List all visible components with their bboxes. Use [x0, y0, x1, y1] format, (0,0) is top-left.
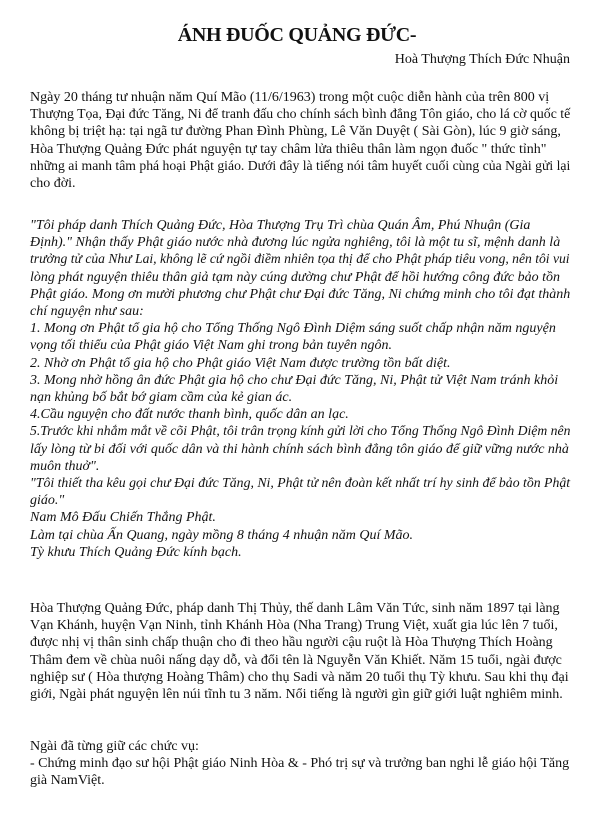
- prayer-line: 2. Nhờ ơn Phật tổ gia hộ cho Phật giáo Việt Nam được trường tồn bất diệt.: [30, 355, 451, 371]
- intro-line: những ai manh tâm phá hoại Phật giáo. Dưới đây là tiếng nói tâm huyết cuối cùng của Ngài gửi lại: [30, 158, 571, 174]
- prayer-line: lòng phát nguyện thiêu thân giả tạm này cúng dường chư Phật để hồi hướng công đức bảo tồn: [30, 269, 560, 285]
- intro-line: không bị triệt hạ: tại ngã tư đường Phan Đình Phùng, Lê Văn Duyệt ( Sài Gòn), lúc 9 giờ sáng,: [30, 124, 561, 140]
- prayer-line: "Tôi thiết tha kêu gọi chư Đại đức Tăng, Ni, Phật tử nên đoàn kết nhất trí hy sinh để bảo tồn Phật: [30, 476, 571, 492]
- prayer-line: nạn khủng bố bắt bớ giam cầm của kẻ gian ác.: [30, 390, 293, 406]
- prayer-line: 3. Mong nhờ hồng ân đức Phật gia hộ cho chư Đại đức Tăng, Ni, Phật tử Việt Nam tránh khỏi: [30, 372, 559, 388]
- prayer-line: Phật giáo. Mong ơn mười phương chư Phật chư Đại đức Tăng, Ni chứng minh cho tôi đạt thành: [30, 286, 571, 302]
- offices-line: Ngài đã từng giữ các chức vụ:: [30, 739, 199, 754]
- prayer-line: vọng tối thiểu của Phật giáo Việt Nam ghi trong bản tuyên ngôn.: [30, 338, 393, 354]
- biography-paragraph: [30, 600, 570, 703]
- prayer-line: 5.Trước khi nhắm mắt về cõi Phật, tôi trân trọng kính gửi lời cho Tổng Thống Ngô Đình Diệm nên: [30, 424, 571, 440]
- prayer-line: Định)." Nhận thấy Phật giáo nước nhà đương lúc ngửa nghiêng, tôi là một tu sĩ, mệnh danh là: [30, 235, 561, 251]
- offices-line: già NamViệt.: [30, 773, 105, 789]
- prayer-line: lấy lòng từ bi đối với quốc dân và thi hành chính sách bình đẳng tôn giáo để giữ vững nước nhà: [30, 441, 569, 457]
- bio-line: Vạn Khánh, huyện Vạn Ninh, tỉnh Khánh Hòa (Nha Trang) Trung Việt, xuất gia lúc lên 7 tuổi,: [30, 618, 558, 634]
- prayer-line: Làm tại chùa Ấn Quang, ngày mồng 8 tháng 4 nhuận năm Quí Mão.: [30, 527, 414, 543]
- bio-line: Thâm đem về chùa nuôi nấng dạy dỗ, và đổi tên là Nguyễn Văn Khiết. Năm 15 tuổi, ngài được: [30, 652, 562, 668]
- prayer-line: "Tôi pháp danh Thích Quảng Đức, Hòa Thượng Trụ Trì chùa Quán Âm, Phú Nhuận (Gia: [30, 218, 531, 233]
- intro-line: cho đời.: [30, 176, 76, 192]
- prayer-line: trưởng tử của Như Lai, không lẽ cứ ngồi điềm nhiên tọa thị để cho Phật pháp tiêu vong, nên tôi vui: [30, 252, 570, 268]
- bio-line: được nhị vị thân sinh chấp thuận cho đi theo hầu người cậu ruột là Hòa Thượng Thích Hoàng: [30, 635, 553, 651]
- document-title: ÁNH ĐUỐC QUẢNG ĐỨC-: [177, 24, 417, 46]
- offices-paragraph: [30, 738, 570, 790]
- bio-line: Hòa Thượng Quảng Đức, pháp danh Thị Thủy, thế danh Lâm Văn Tức, sinh năm 1897 tại làng: [30, 601, 560, 616]
- prayer-line: Nam Mô Đấu Chiến Thắng Phật.: [30, 510, 216, 526]
- bio-line: nghiệp sư ( Hòa thượng Hoàng Thâm) cho thụ Sadi và năm 20 tuổi thụ Tỳ khưu. Sau khi thụ đại: [30, 669, 569, 685]
- prayer-paragraph: [30, 217, 570, 561]
- intro-line: Thượng Tọa, Đại đức Tăng, Ni để tranh đấu cho chính sách bình đẳng Tôn giáo, cho lá cờ quốc tế: [30, 107, 571, 123]
- prayer-line: 4.Cầu nguyện cho đất nước thanh bình, quốc dân an lạc.: [30, 407, 349, 423]
- intro-paragraph: [30, 89, 570, 192]
- prayer-line: 1. Mong ơn Phật tổ gia hộ cho Tổng Thống Ngô Đình Diệm sáng suốt chấp nhận năm nguyện: [30, 321, 556, 337]
- intro-line: Hòa Thượng Quảng Đức phát nguyện tự tay châm lửa thiêu thân làm ngọn đuốc " thức tỉnh": [30, 141, 547, 157]
- intro-line: Ngày 20 tháng tư nhuận năm Quí Mão (11/6/1963) trong một cuộc diễn hành của trên 800 vị: [30, 90, 550, 105]
- prayer-line: chí nguyện như sau:: [30, 304, 144, 320]
- prayer-line: Tỳ khưu Thích Quảng Đức kính bạch.: [30, 544, 242, 560]
- bio-line: giới, Ngài phát nguyện lên núi tĩnh tu 3 năm. Nổi tiếng là người gìn giữ giới luật nghiêm minh.: [30, 687, 563, 703]
- prayer-line: giáo.": [30, 493, 65, 509]
- offices-line: - Chứng minh đạo sư hội Phật giáo Ninh Hòa & - Phó trị sự và trưởng ban nghi lễ giáo hội Tăng: [30, 756, 570, 772]
- author-byline: Hoà Thượng Thích Đức Nhuận: [394, 52, 570, 67]
- prayer-line: muôn thuở".: [30, 458, 100, 474]
